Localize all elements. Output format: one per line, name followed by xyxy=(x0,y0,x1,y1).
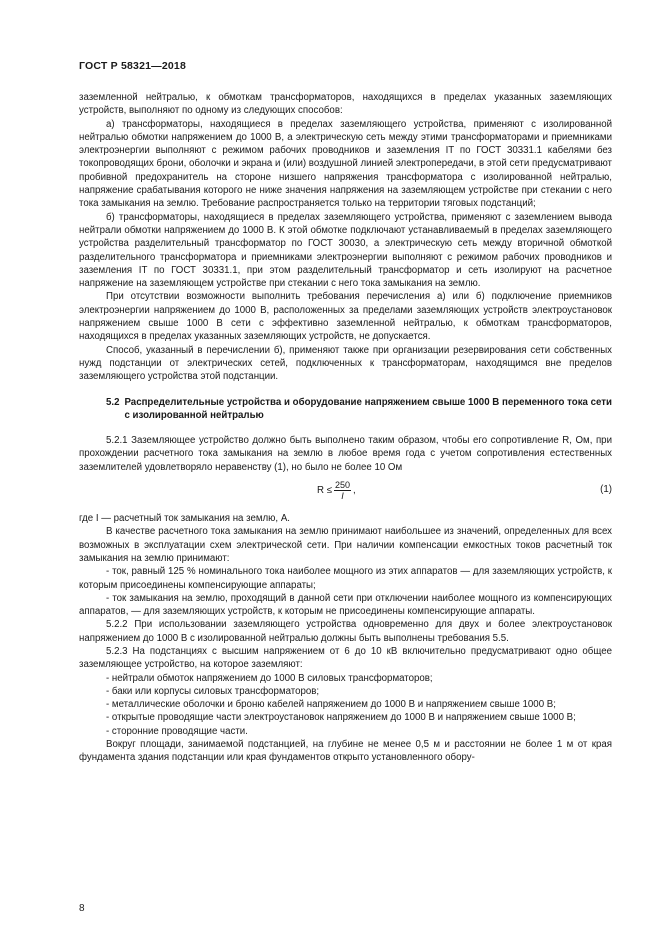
equation-number: (1) xyxy=(600,484,612,496)
formula-lhs: R ≤ xyxy=(317,484,333,496)
paragraph: - открытые проводящие части электроустановок напряжением до 1000 В и напряжением свыше 1000 В; xyxy=(106,712,576,724)
clause-5-2-1: 5.2.1 Заземляющее устройство должно быть выполнено таким образом, чтобы его сопротивление R, Ом, при прохождении расчетного тока замыкания на землю в любое время года с учетом сопротивления естественных заземлителей удовлетворяло неравенству (1), но было не более 10 Ом xyxy=(79,435,612,473)
section-heading xyxy=(79,396,612,423)
formula-expression xyxy=(317,480,356,501)
document-header: ГОСТ Р 58321—2018 xyxy=(79,60,187,72)
paragraph: В качестве расчетного тока замыкания на землю принимают наибольшее из значений, определенных для всех возможных в эксплуатации схем электрической сети. При наличии компенсации емкостных токов расчетный ток замыкания на землю принимают: xyxy=(79,526,612,564)
formula-fraction xyxy=(334,480,351,501)
formula-numerator: 250 xyxy=(335,480,351,491)
paragraph: где I — расчетный ток замыкания на землю, А. xyxy=(79,513,290,525)
paragraph: заземленной нейтралью, к обмоткам трансформаторов, находящихся в пределах указанных заземляющих устройств, выполняют по одному из следующих способов: xyxy=(79,92,612,117)
paragraph: 5.2.2 При использовании заземляющего устройства одновременно для двух и более электроустановок напряжением до 1000 В с изолированной нейтралью должны быть выполнены требования 5.5. xyxy=(79,619,612,644)
paragraph: Способ, указанный в перечислении б), применяют также при организации резервирования сети собственных нужд подстанции от электрических сетей, подключенных к трансформаторам, находящимся вне пределов заземляющего устройства этой подстанции. xyxy=(79,344,612,383)
section-number: 5.2 xyxy=(106,396,120,408)
paragraph: - нейтрали обмоток напряжением до 1000 В силовых трансформаторов; xyxy=(106,672,433,684)
paragraph: - ток замыкания на землю, проходящий в данной сети при отключении наиболее мощного из компенсирующих аппаратов, — для заземляющих устройств, к которым не присоединены компенсирующие аппараты. xyxy=(79,592,612,618)
paragraph: - баки или корпусы силовых трансформаторов; xyxy=(106,685,320,697)
formula-denominator: I xyxy=(341,491,344,502)
paragraph: Вокруг площади, занимаемой подстанцией, на глубине не менее 0,5 м и расстоянии не более 1 м от края фундамента здания подстанции или края фундаментов открыто установленного обору- xyxy=(79,739,612,764)
list-item-a: а) трансформаторы, находящиеся в пределах заземляющего устройства, применяют с изолированной нейтралью обмотки напряжением до 1000 В, а электрическую сеть между этими трансформаторами и приемниками электроэнергии выполняют с режимом рабочих проводников и заземления IT по ГОСТ 30331.1 кабелями без токопроводящих брони, оболочки и экрана и (или) воздушной линией электропередачи, в этой сети предусматривают пробивной предохранитель на стороне низшего напряжения трансформатора с изолированной нейтралью, напряжение срабатывания которого не ниже значения напряжения на заземляющем устройстве при стекании с него тока замыкания на землю. Требование распространяется только на территории тяговых подстанций; xyxy=(79,118,612,210)
paragraph: - ток, равный 125 % номинального тока наиболее мощного из этих аппаратов — для заземляющих устройств, к которым присоединены компенсирующие аппараты; xyxy=(79,566,612,591)
formula-1 xyxy=(79,478,612,504)
paragraph: 5.2.3 На подстанциях с высшим напряжением от 6 до 10 кВ включительно предусматривают одно общее заземляющее устройство, на которое заземляют: xyxy=(79,645,612,671)
formula-tail: , xyxy=(353,484,356,496)
paragraph: - металлические оболочки и броню кабелей напряжением до 1000 В и напряжением свыше 1000 В; xyxy=(106,699,556,711)
section-title: Распределительные устройства и оборудование напряжением свыше 1000 В переменного тока сети с изолированной нейтралью xyxy=(124,396,612,421)
page-number: 8 xyxy=(79,903,85,914)
remaining-paragraphs xyxy=(79,512,612,765)
paragraph: При отсутствии возможности выполнить требования перечисления а) или б) подключение приемников электроэнергии напряжением до 1000 В, расположенных за пределами заземляющих устройств электроустановок напряжением свыше 1000 В сети с эффективно заземленной нейтралью, к обмоткам трансформаторов, находящихся в пределах указанных заземляющих устройств, не допускается. xyxy=(79,291,612,343)
document-body xyxy=(79,91,612,765)
list-item-b: б) трансформаторы, находящиеся в пределах заземляющего устройства, применяют с заземлением вывода нейтрали обмотки напряжением до 1000 В. К этой обмотке подключают устанавливаемый в пределах заземляющего устройства разделительный трансформатор по ГОСТ 30030, а электрическую сеть между вторичной обмоткой разделительного трансформатора и приемниками электроэнергии выполняют с режимом рабочих проводников и заземления IT по ГОСТ 30331.1, при этом разделительный трансформатор и сеть изолируют на расчетное напряжение на заземляющем устройстве при стекании с него тока замыкания на землю. xyxy=(79,211,612,290)
paragraph: - сторонние проводящие части. xyxy=(106,725,248,737)
